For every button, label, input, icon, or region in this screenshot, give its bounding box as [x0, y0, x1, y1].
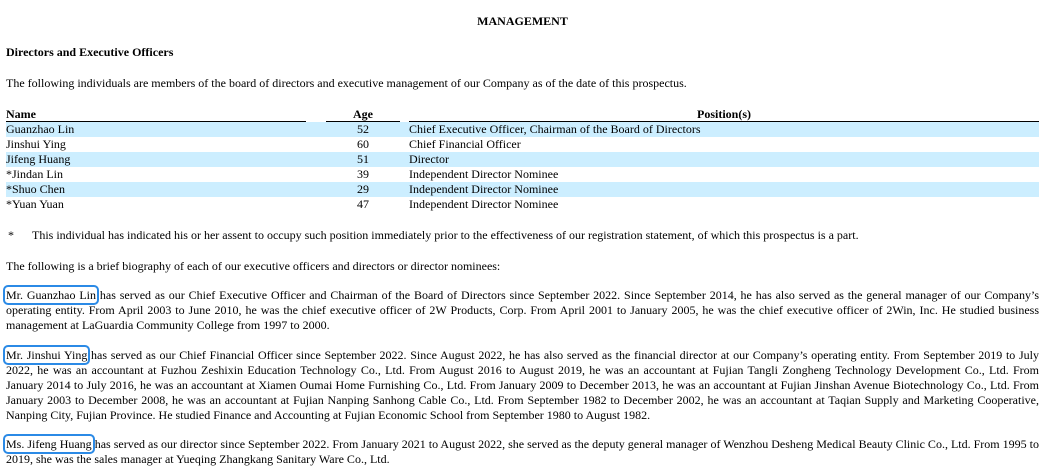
header-position: Position(s) [409, 107, 1039, 122]
bio-name-highlight[interactable]: Ms. Jifeng Huang [6, 437, 92, 451]
table-row [6, 167, 1039, 182]
cell-name: Jinshui Ying [6, 137, 66, 151]
bio-paragraph [6, 437, 1039, 467]
cell-age: 60 [357, 137, 369, 151]
cell-name: *Jindan Lin [6, 167, 63, 181]
intro-paragraph: The following individuals are members of the board of directors and executive management of our Company as of the date of this prospectus. [6, 76, 687, 90]
footnote [6, 228, 859, 243]
cell-name: Jifeng Huang [6, 152, 306, 167]
cell-name: *Shuo Chen [6, 182, 306, 197]
cell-position: Independent Director Nominee [409, 167, 559, 181]
cell-position: Chief Executive Officer, Chairman of the Board of Directors [409, 122, 1039, 137]
bio-name-highlight[interactable]: Mr. Guanzhao Lin [6, 288, 97, 302]
cell-position: Director [409, 152, 1039, 167]
bio-text: has served as our Chief Financial Officer since September 2022. Since August 2022, he has also served as the financial director at our Company’s operating entity. From September 2019 to July 2022, he was an accountant at Fuzhou Zeshixin Education Technology Co., Ltd. From August 2016 to August 2019, he was an accountant at Fujian Tangli Zongheng Technology Development Co., Ltd. From January 2014 to July 2016, he was an accountant at Xiamen Oumai Home Furnishing Co., Ltd. From January 2009 to December 2013, he was an accountant at Fujian Jinshan Avenue Biotechnology Co., Ltd. From January 2003 to December 2008, he was an accountant at Fujian Nanping Sanhong Cable Co., Ltd. From September 1982 to December 2002, he was an accountant at Taqian Supply and Marketing Cooperative, Nanping City, Fujian Province. He studied Finance and Accounting at Fujian Economic School from September 1980 to August 1982. [6, 348, 1040, 422]
table-row [6, 182, 1039, 197]
table-row [6, 152, 1039, 167]
officers-table [6, 107, 1039, 212]
cell-name: Guanzhao Lin [6, 122, 306, 137]
bio-text: has served as our director since September 2022. From January 2021 to August 2022, she served as the deputy general manager of Wenzhou Desheng Medical Beauty Clinic Co., Ltd. From 1995 to 2019, she was the sales manager at Yueqing Zhangkang Sanitary Ware Co., Ltd. [6, 437, 1039, 466]
cell-age: 52 [326, 122, 400, 137]
cell-name: *Yuan Yuan [6, 197, 64, 211]
table-row [6, 122, 1039, 137]
footnote-symbol: * [8, 228, 14, 242]
table-row [6, 137, 1039, 152]
header-age: Age [326, 107, 400, 122]
bio-text: has served as our Chief Executive Officer and Chairman of the Board of Directors since September 2022. Since September 2014, he has also served as the general manager of our Company’s operating entity. From April 2003 to June 2010, he was the chief executive officer of 2W Products, Corp. From April 2001 to January 2005, he was the chief executive officer of 2Win, Inc. He studied business management at LaGuardia Community College from 1997 to 2000. [6, 288, 1040, 332]
section-heading: Directors and Executive Officers [6, 45, 174, 59]
bio-intro: The following is a brief biography of each of our executive officers and directors or director nominees: [6, 259, 501, 273]
cell-age: 39 [357, 167, 369, 181]
bio-name-highlight[interactable]: Mr. Jinshui Ying [6, 348, 88, 362]
footnote-text: This individual has indicated his or her assent to occupy such position immediately prior to the effectiveness of our registration statement, of which this prospectus is a part. [32, 228, 859, 242]
cell-position: Independent Director Nominee [409, 197, 559, 211]
cell-age: 51 [326, 152, 400, 167]
cell-position: Independent Director Nominee [409, 182, 1039, 197]
cell-age: 47 [357, 197, 369, 211]
header-name: Name [6, 107, 306, 122]
bio-paragraph [6, 288, 1039, 333]
table-row [6, 197, 1039, 212]
page-title: MANAGEMENT [477, 14, 568, 28]
bio-paragraph [6, 348, 1039, 423]
cell-position: Chief Financial Officer [409, 137, 521, 151]
table-header-row [6, 107, 1039, 122]
cell-age: 29 [326, 182, 400, 197]
